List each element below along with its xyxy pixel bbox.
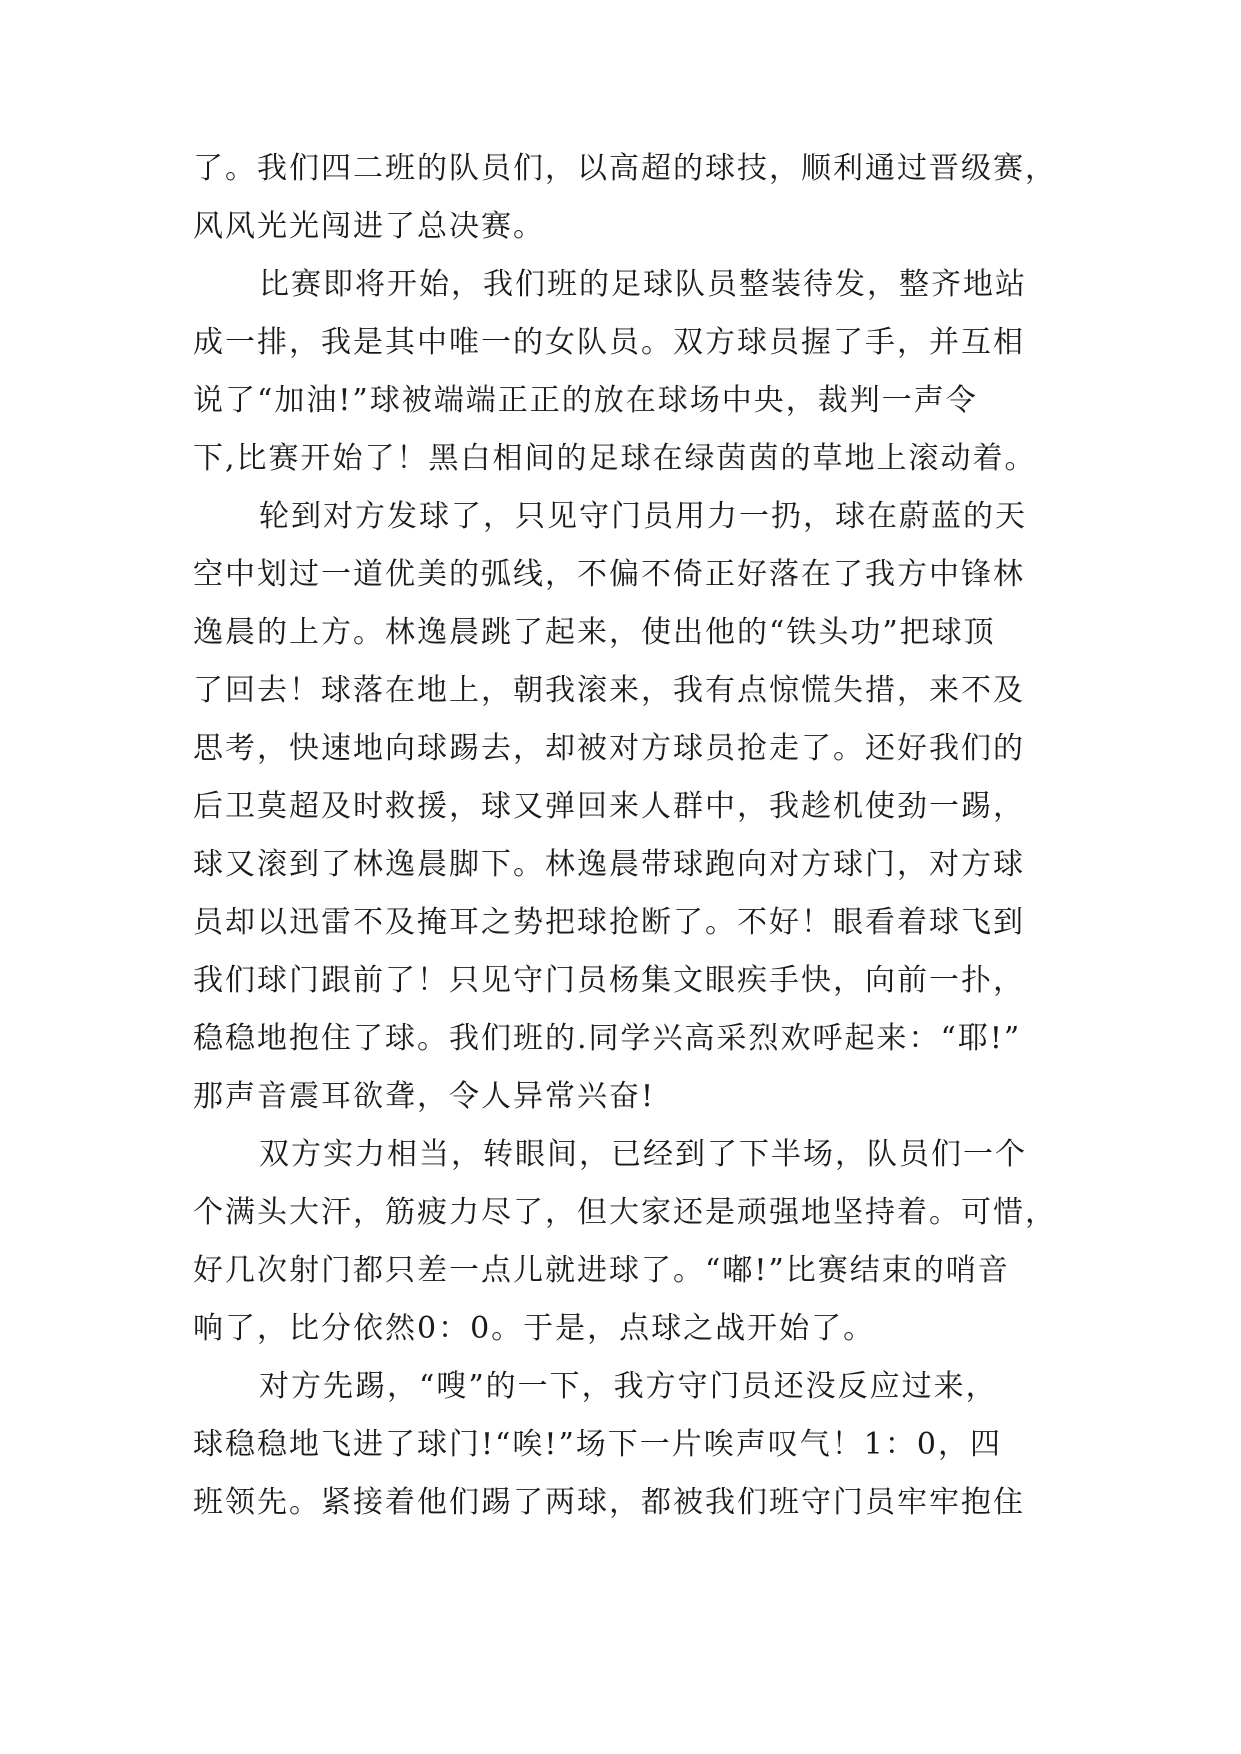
text-line: 比赛即将开始，我们班的足球队员整装待发，整齐地站: [259, 267, 1027, 302]
text-line: 思考，快速地向球踢去，却被对方球员抢走了。还好我们的: [193, 731, 1025, 766]
text-line: 对方先踢，“嗖”的一下，我方守门员还没反应过来，: [259, 1369, 998, 1404]
text-line: 轮到对方发球了，只见守门员用力一扔，球在蔚蓝的天: [259, 499, 1027, 534]
text-line: 稳稳地抱住了球。我们班的.同学兴高采烈欢呼起来：“耶!”: [193, 1021, 1022, 1056]
text-line: 成一排，我是其中唯一的女队员。双方球员握了手，并互相: [193, 325, 1025, 360]
text-line: 球又滚到了林逸晨脚下。林逸晨带球跑向对方球门，对方球: [193, 847, 1025, 882]
text-line: 好几次射门都只差一点儿就进球了。“嘟!”比赛结束的哨音: [193, 1253, 1010, 1288]
text-line: 球稳稳地飞进了球门!“唉!”场下一片唉声叹气！1：0，四: [193, 1427, 1002, 1462]
text-line: 那声音震耳欲聋，令人异常兴奋!: [193, 1079, 656, 1114]
document-body: [193, 140, 1073, 1532]
text-line: 我们球门跟前了！只见守门员杨集文眼疾手快，向前一扑，: [193, 963, 1025, 998]
text-line: 说了“加油!”球被端端正正的放在球场中央，裁判一声令: [193, 383, 978, 418]
text-line: 下,比赛开始了！黑白相间的足球在绿茵茵的草地上滚动着。: [193, 441, 1037, 476]
text-line: 个满头大汗，筋疲力尽了，但大家还是顽强地坚持着。可惜，: [193, 1195, 1057, 1230]
text-line: 后卫莫超及时救援，球又弹回来人群中，我趁机使劲一踢，: [193, 789, 1025, 824]
text-line: 双方实力相当，转眼间，已经到了下半场，队员们一个: [259, 1137, 1027, 1172]
text-line: 员却以迅雷不及掩耳之势把球抢断了。不好！眼看着球飞到: [193, 905, 1025, 940]
text-line: 逸晨的上方。林逸晨跳了起来，使出他的“铁头功”把球顶: [193, 615, 996, 650]
text-line: 风风光光闯进了总决赛。: [193, 209, 545, 244]
text-line: 响了，比分依然0：0。于是，点球之战开始了。: [193, 1311, 876, 1346]
text-line: 空中划过一道优美的弧线，不偏不倚正好落在了我方中锋林: [193, 557, 1025, 592]
text-line: 了。我们四二班的队员们，以高超的球技，顺利通过晋级赛，: [193, 151, 1057, 186]
text-line: 班领先。紧接着他们踢了两球，都被我们班守门员牢牢抱住: [193, 1485, 1025, 1520]
text-line: 了回去！球落在地上，朝我滚来，我有点惊慌失措，来不及: [193, 673, 1025, 708]
